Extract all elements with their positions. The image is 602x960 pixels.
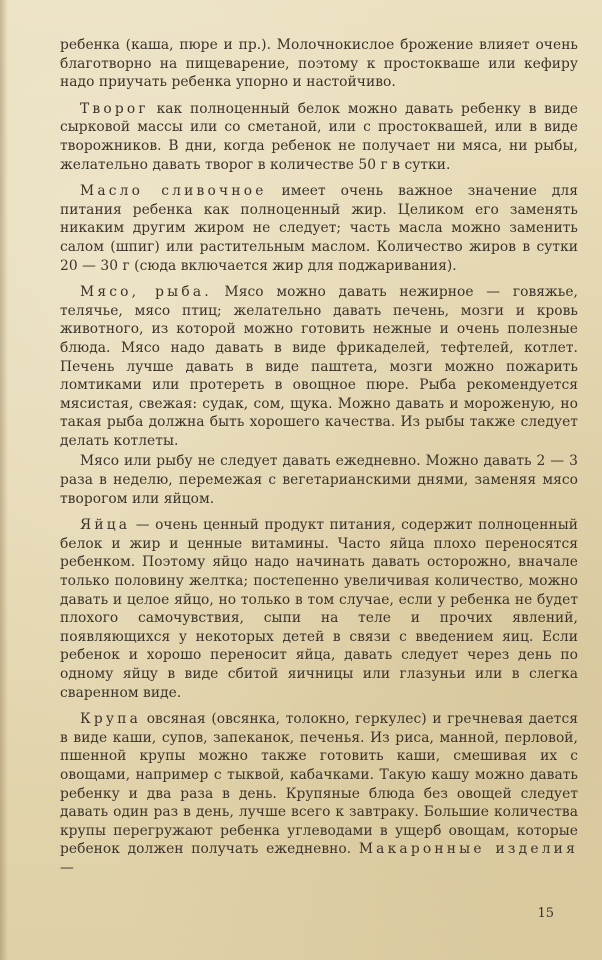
page-binding-shadow bbox=[0, 0, 8, 960]
paragraph-text: как полноценный белок можно давать ребенку в виде сырковой массы или со сметаной, или с простоквашей, или в виде творожников. В дни, когда ребенок не получает ни мяса, ни рыбы, желательно давать творог в количестве 50 г в сутки. bbox=[60, 100, 578, 173]
paragraph-butter bbox=[60, 182, 578, 275]
paragraph-lead-term: Крупа bbox=[80, 711, 142, 728]
paragraph-lead-term: Творог bbox=[80, 100, 149, 117]
paragraph-trailing-term: Макаронные изделия— bbox=[60, 841, 578, 876]
paragraph-eggs bbox=[60, 516, 578, 702]
paragraph-text: Мясо или рыбу не следует давать ежедневно. Можно давать 2 — 3 раза в неделю, перемежая с вегетарианскими днями, заменяя мясо творогом или яйцом. bbox=[60, 453, 578, 507]
paragraph-text: ребенка (каша, пюре и пр.). Молочнокислое брожение влияет очень благотворно на пищеварение, поэтому к простокваше или кефиру надо приучать ребенка упорно и настойчиво. bbox=[60, 37, 578, 91]
paragraph-lead-term: Мясо, рыба. bbox=[80, 284, 212, 301]
paragraph-meat-fish bbox=[60, 283, 578, 450]
paragraph-tvorog bbox=[60, 100, 578, 174]
page-body-text bbox=[60, 36, 578, 886]
paragraph-lead-term: Масло сливочное bbox=[80, 183, 267, 200]
paragraph-text: овсяная (овсянка, толокно, геркулес) и гречневая дается в виде каши, супов, запеканок, печенья. Из риса, манной, перловой, пшенной крупы можно также готовить каши, смешивая их с овощами, например с тыквой, кабачками. Такую кашу можно давать ребенку и два раза в день. Крупяные блюда без овощей следует давать один раз в день, лучше всего к завтраку. Большие количества крупы перегружают ребенка углеводами в ущерб овощам, которые ребенок должен получать ежедневно. bbox=[60, 711, 578, 858]
paragraph-grains bbox=[60, 710, 578, 877]
page-number: 15 bbox=[537, 906, 554, 921]
paragraph-lead-term: Яйца bbox=[80, 517, 131, 534]
paragraph-text: имеет очень важное значение для питания ребенка как полноценный жир. Целиком его заменять никаким другим жиром не следует; часть масла можно заменить салом (шпиг) или растительным маслом. Количество жиров в сутки 20 — 30 г (сюда включается жир для поджаривания). bbox=[60, 183, 578, 274]
paragraph-text: — очень ценный продукт питания, содержит полноценный белок и жир и ценные витамины. Часто яйца плохо переносятся ребенком. Поэтому яйцо надо начинать давать осторожно, вначале только половину желтка; постепенно увеличивая количество, можно давать и целое яйцо, но только в том случае, если у ребенка не будет плохого самочувствия, сыпи на теле и прочих явлений, появляющихся у некоторых детей в связи с введением яиц. Если ребенок и хорошо переносит яйца, давать следует через день по одному яйцу в виде сбитой яичницы или глазуньи или в слегка сваренном виде. bbox=[60, 517, 578, 701]
paragraph-text: Мясо можно давать нежирное — говяжье, телячье, мясо птиц; желательно давать печень, мозги и кровь животного, из которой можно готовить нежные и очень полезные блюда. Мясо надо давать в виде фрикаделей, тефтелей, котлет. Печень лучше давать в виде паштета, мозги можно пожарить ломтиками или протереть в овощное пюре. Рыба рекомендуется мясистая, свежая: судак, сом, щука. Можно давать и мороженую, но такая рыба должна быть хорошего качества. Из рыбы также следует делать котлеты. bbox=[60, 284, 578, 449]
paragraph-meat-frequency bbox=[60, 452, 578, 508]
paragraph-fermented-milk bbox=[60, 36, 578, 92]
